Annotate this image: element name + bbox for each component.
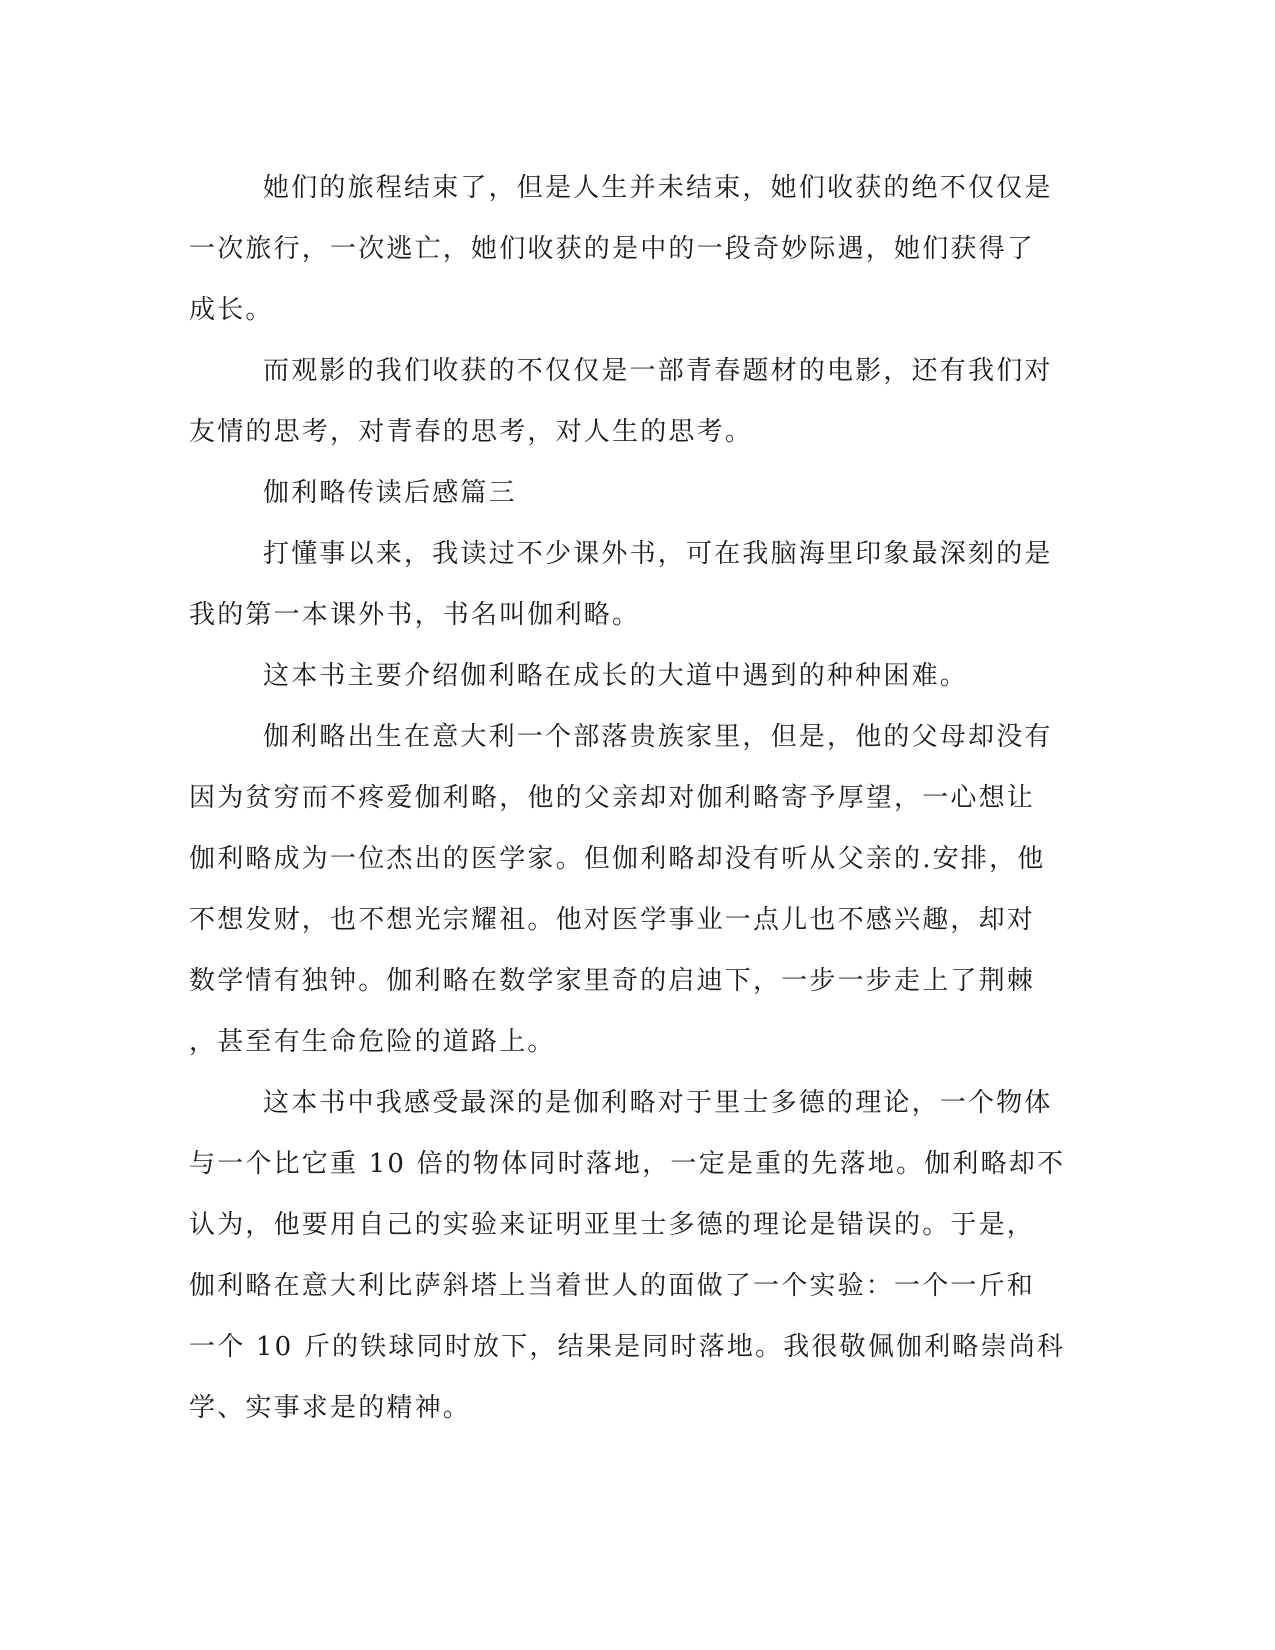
text-line: 她们的旅程结束了，但是人生并未结束，她们收获的绝不仅仅是 <box>263 173 1053 203</box>
text-line: 打懂事以来，我读过不少课外书，可在我脑海里印象最深刻的是 <box>263 539 1053 569</box>
section-heading: 伽利略传读后感篇三 <box>263 478 517 508</box>
text-line: 学、实事求是的精神。 <box>189 1393 472 1423</box>
text-line: 伽利略成为一位杰出的医学家。但伽利略却没有听从父亲的.安排，他 <box>189 844 1046 874</box>
text-line: 伽利略在意大利比萨斜塔上当着世人的面做了一个实验：一个一斤和 <box>189 1271 1036 1301</box>
text-line: 一个 10 斤的铁球同时放下，结果是同时落地。我很敬佩伽利略崇尚科 <box>189 1332 1066 1362</box>
text-line: 成长。 <box>189 295 274 325</box>
text-line: ，甚至有生命危险的道路上。 <box>189 1027 556 1057</box>
text-line: 这本书中我感受最深的是伽利略对于里士多德的理论，一个物体 <box>263 1088 1053 1118</box>
text-line: 数学情有独钟。伽利略在数学家里奇的启迪下，一步一步走上了荆棘 <box>189 966 1036 996</box>
text-line: 不想发财，也不想光宗耀祖。他对医学事业一点儿也不感兴趣，却对 <box>189 905 1036 935</box>
text-line: 因为贫穷而不疼爱伽利略，他的父亲却对伽利略寄予厚望，一心想让 <box>189 783 1036 813</box>
text-line: 友情的思考，对青春的思考，对人生的思考。 <box>189 417 754 447</box>
text-line: 而观影的我们收获的不仅仅是一部青春题材的电影，还有我们对 <box>263 356 1053 386</box>
text-line: 我的第一本课外书，书名叫伽利略。 <box>189 600 641 630</box>
text-line: 伽利略出生在意大利一个部落贵族家里，但是，他的父母却没有 <box>263 722 1053 752</box>
text-line: 一次旅行，一次逃亡，她们收获的是中的一段奇妙际遇，她们获得了 <box>189 234 1036 264</box>
text-line: 认为，他要用自己的实验来证明亚里士多德的理论是错误的。于是， <box>189 1210 1036 1240</box>
text-line: 这本书主要介绍伽利略在成长的大道中遇到的种种困难。 <box>263 661 969 691</box>
text-line: 与一个比它重 10 倍的物体同时落地，一定是重的先落地。伽利略却不 <box>189 1149 1066 1179</box>
